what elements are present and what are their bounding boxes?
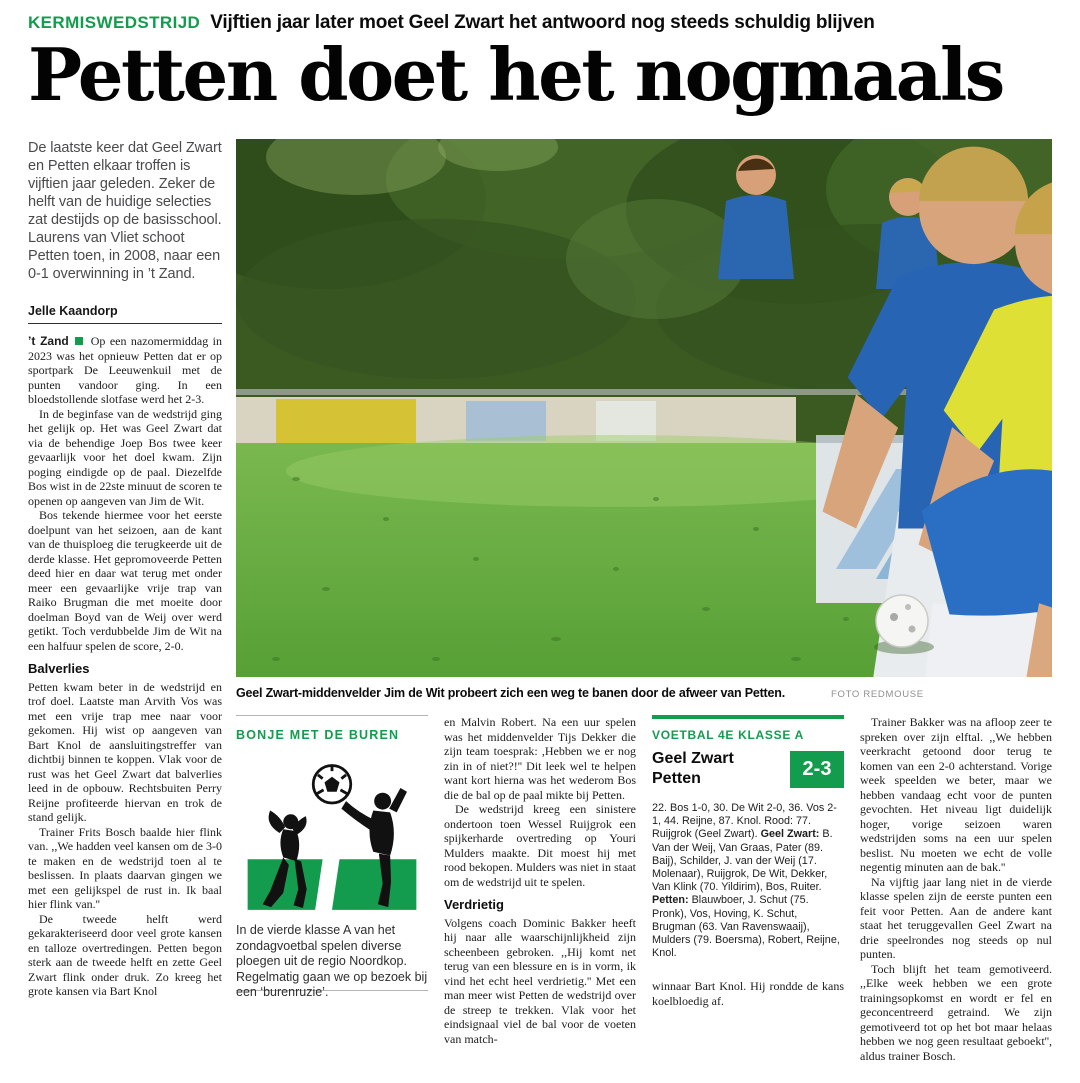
score-badge: 2-3 xyxy=(790,751,844,788)
score-box xyxy=(652,715,844,960)
paragraph: Volgens coach Dominic Bakker heeft hij naar alle waarschijnlijkheid zijn scheenbeen gebroken. ,,Hij komt net terug van een blessure en is in vorm, ik vind het echt heel verdrietig.'' Met een man meer wist Petten de wedstrijd over de streep te trekken. Vlak voor het eindsignaal viel de bal voor de voeten van match- xyxy=(444,915,636,1046)
kicker-subtitle: Vijftien jaar later moet Geel Zwart het antwoord nog steeds schuldig blijven xyxy=(210,12,875,33)
team-names xyxy=(652,749,734,789)
paragraph: winnaar Bart Knol. Hij rondde de kans koelbloedig af. xyxy=(652,979,844,1008)
paragraph: en Malvin Robert. Na een uur spelen was het middenvelder Tijs Dekker die zijn team toesprak: ,Hebben we er nog zin in of niet?!'' Dit leek wel te helpen want kort hierna was het wederom Bos die de bal op de paal mikte bij Petten. xyxy=(444,715,636,802)
green-square-icon xyxy=(75,337,83,345)
match-row xyxy=(652,749,844,789)
subhead-balverlies: Balverlies xyxy=(28,661,90,676)
infobox-neighbours xyxy=(236,715,428,999)
article-continuation xyxy=(652,979,844,1008)
match-photo-illustration xyxy=(236,139,1052,677)
article-column-3 xyxy=(652,715,844,1063)
away-lineup-label: Petten: xyxy=(652,894,689,907)
kicker-label: KERMISWEDSTRIJD xyxy=(28,13,201,32)
kicker-row xyxy=(28,12,1052,34)
competition-label: VOETBAL 4E KLASSE A xyxy=(652,728,804,742)
home-lineup: B. Van der Weij, Van Graas, Pater (89. Baij), Schilder, J. van der Weij (17. Molenaar), Ruijgrok, De Wit, Dekker, Van Klink (70. Yildirim), Bos, Ruiter. xyxy=(652,828,833,894)
dateline: ’t Zand xyxy=(28,334,69,348)
infobox-title: BONJE MET DE BUREN xyxy=(236,728,400,742)
article-column-2 xyxy=(444,715,636,1063)
paragraph: Toch blijft het team gemotiveerd. ,,Elke week hebben we een grote trainingsopkomst en wordt er fel en geconcentreerd getraind. We zijn gemotiveerd tot op het bot maar helaas hebben we nog geen resultaat geboekt'', aldus trainer Bosch. xyxy=(860,961,1052,1063)
photo-credit: FOTO REDMOUSE xyxy=(830,689,924,700)
away-lineup: Blauwboer, J. Schut (75. Pronk), Vos, Hoving, K. Schut, Brugman (63. Van Ravenswaaij), Mulders (79. Boersma), Robert, Reijne, Knol. xyxy=(652,894,840,960)
article-column-4 xyxy=(860,715,1052,1063)
match-photo xyxy=(236,139,1052,677)
column-grid xyxy=(236,715,1052,1063)
paragraph: Trainer Frits Bosch baalde hier flink van. ,,We hadden veel kansen om de 3-0 te maken en de wedstrijd toen al te beslissen. In plaats daarvan gingen we met een gelijkspel de rust in. Ik baal hier flink van.'' xyxy=(28,824,222,911)
paragraph: Na vijftig jaar lang niet in de vierde klasse spelen zijn de eerste punten een feit voor Petten. Aan de andere kant staat het teruggevallen Geel Zwart na drie speelrondes nog steeds op nul punten. xyxy=(860,874,1052,961)
paragraph: Trainer Bakker was na afloop zeer te spreken over zijn elftal. ,,We hebben veerkracht getoond door terug te komen van een 2-0 achterstand. Vorige week speelden we beter, maar we hebben vandaag echt voor de punten gevochten. Het niveau ligt duidelijk hoger, vorige seizoen waren wedstrijden soms na een uur spelen beslist. Nu moeten we echt de volle negentig minuten aan de bak.'' xyxy=(860,715,1052,874)
byline: Jelle Kaandorp xyxy=(28,304,222,324)
subhead-verdrietig: Verdrietig xyxy=(444,897,504,912)
away-team: Petten xyxy=(652,770,701,787)
right-area xyxy=(236,139,1052,1063)
paragraph: Petten kwam beter in de wedstrijd en trof doel. Laatste man Arvith Vos was met een vrije trap mee naar voor gekomen. Hij wist op aangeven van Bart Knol de aansluitingstreffer van dichtbij binnen te koppen. Vlak voor de rust was het Geel Zwart dat balverlies leed in de opbouw. Rechtsbuiten Perry Reijne profiteerde hiervan en trok de stand gelijk. xyxy=(28,679,222,824)
lead-column xyxy=(28,139,222,1063)
paragraph: De tweede helft werd gekarakteriseerd door veel grote kansen en talloze overtredingen. Petten begon sterk aan de tweede helft en zette Geel Zwart flink onder druk. Zo kreeg het grote kansen via Bart Knol xyxy=(28,911,222,998)
headline: Petten doet het nogmaals xyxy=(28,32,1003,117)
match-stats xyxy=(652,802,844,960)
paragraph: Bos tekende hiermee voor het eerste doelpunt van het seizoen, aan de kant van de thuisploeg die terugkeerde uit de derde klasse. Het gepromoveerde Petten deed hier en daar wat terug met onder meer een gevaarlijke vrije trap van Raiko Brugman die met moeite door doelman Boyd van de Weij over werd getikt. Toch verdubbelde Jim de Wit na een halfuur spelen de score, 2-0. xyxy=(28,508,222,653)
home-team: Geel Zwart xyxy=(652,750,734,767)
article-column-1 xyxy=(28,334,222,999)
caption-row xyxy=(236,686,1052,700)
infobox-text: In de vierde klasse A van het zondagvoetbal spelen diverse ploegen uit de regio Noordkop. Regelmatig gaan we op bezoek bij een ‘burenruzie’. xyxy=(236,923,428,999)
photo-caption: Geel Zwart-middenvelder Jim de Wit probeert zich een weg te banen door de afweer van Petten. xyxy=(236,686,785,700)
article-body xyxy=(28,139,1052,1063)
goal-events: 22. Bos 1-0, 30. De Wit 2-0, 36. Vos 2-1, 44. Reijne, 87. Knol. Rood: 77. Ruijgrok (Geel Zwart). xyxy=(652,802,837,841)
paragraph xyxy=(28,334,222,407)
soccer-duel-illustration xyxy=(242,752,422,914)
intro-paragraph: De laatste keer dat Geel Zwart en Petten elkaar troffen is vijftien jaar geleden. Zeker de helft van de huidige selecties zat destijds op de basisschool. Laurens van Vliet schoot Petten toen, in 2008, naar een 0-1 overwinning in ’t Zand. xyxy=(28,140,222,282)
paragraph: De wedstrijd kreeg een sinistere ondertoon toen Wessel Ruijgrok een spijkerharde overtreding op Youri Mulders maakte. Dit moest hij met rood bekopen. Mulders was niet in staat om de wedstrijd uit te spelen. xyxy=(444,802,636,889)
paragraph: In de beginfase van de wedstrijd ging het gelijk op. Het was Geel Zwart dat via de behendige Joep Bos twee keer gevaarlijk voor het doel kwam. Zijn poging eindigde op de paal. Diezelfde Bos wist in de 22ste minuut de scoren te openen op aangeven van Jim de Wit. xyxy=(28,406,222,508)
home-lineup-label: Geel Zwart: xyxy=(760,828,820,841)
paragraph-text: Op een nazomermiddag in 2023 was het opnieuw Petten dat er op sportpark De Leeuwenkuil met de punten vandoor ging. In een bloedstollende slotfase werd het 2-3. xyxy=(28,334,222,406)
